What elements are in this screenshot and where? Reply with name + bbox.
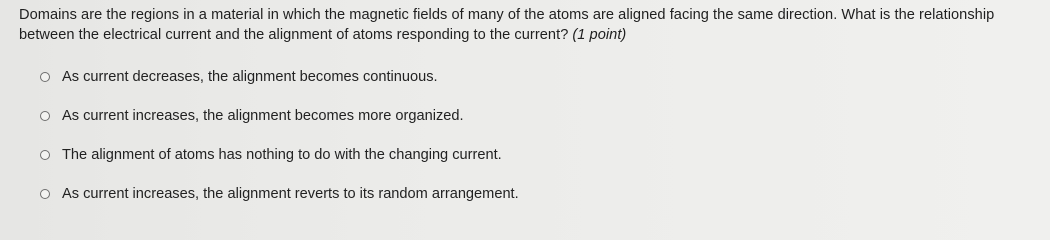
question-prompt: Domains are the regions in a material in which the magnetic fields of many of the atoms are aligned facing the same direction. What is the relationship between the electrical current and the alignment of atoms responding to the current? <box>19 7 995 43</box>
radio-button-icon[interactable] <box>40 189 50 199</box>
answer-option-1[interactable] <box>40 65 1020 89</box>
answer-option-4[interactable] <box>40 182 1020 206</box>
answer-option-label: As current increases, the alignment reverts to its random arrangement. <box>62 186 519 202</box>
radio-button-icon[interactable] <box>40 111 50 121</box>
question-text-block <box>19 5 1044 45</box>
answer-option-label: As current decreases, the alignment becomes continuous. <box>62 69 438 85</box>
radio-button-icon[interactable] <box>40 150 50 160</box>
answer-options <box>40 65 1020 221</box>
answer-option-label: The alignment of atoms has nothing to do with the changing current. <box>62 147 502 163</box>
answer-option-2[interactable] <box>40 104 1020 128</box>
answer-option-label: As current increases, the alignment becomes more organized. <box>62 108 464 124</box>
question-points: (1 point) <box>572 27 627 43</box>
radio-button-icon[interactable] <box>40 72 50 82</box>
answer-option-3[interactable] <box>40 143 1020 167</box>
